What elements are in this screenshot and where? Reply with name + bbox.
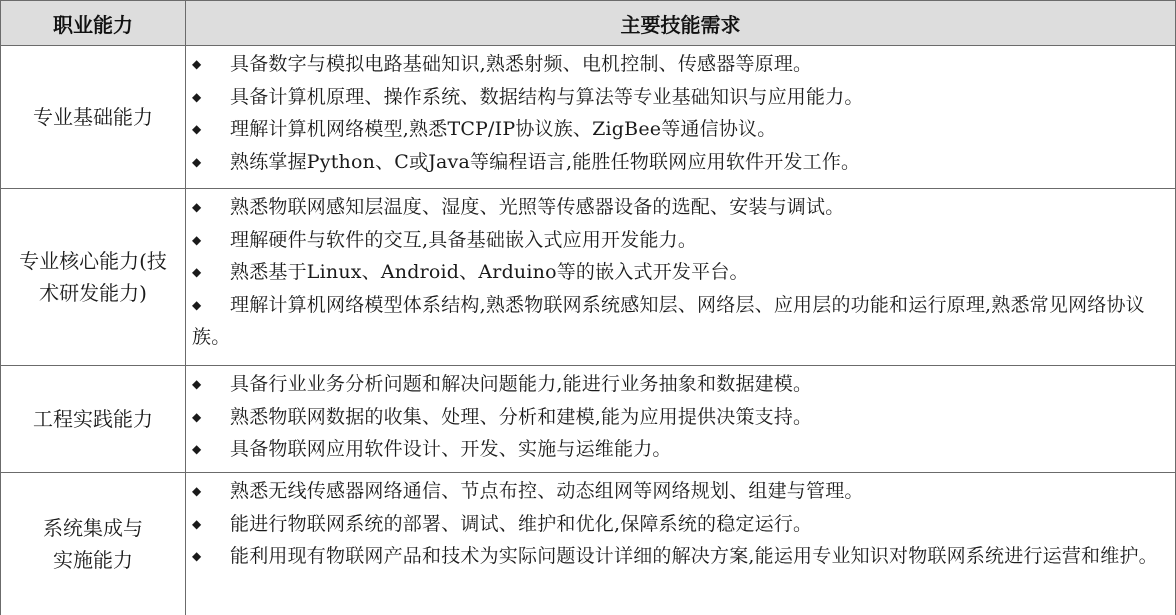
ability-label: 专业基础能力 [33, 105, 153, 129]
ability-cell [1, 366, 186, 472]
skill-item: ◆ 熟练掌握Python、C或Java等编程语言,能胜任物联网应用软件开发工作。 [192, 146, 1175, 179]
table-row [1, 366, 1175, 473]
skills-cell [186, 189, 1175, 365]
ability-label: 专业核心能力(技术研发能力) [19, 249, 167, 305]
table-row [1, 46, 1175, 189]
bullet-icon: ◆ [192, 297, 202, 312]
skill-item: ◆ 能利用现有物联网产品和技术为实际问题设计详细的解决方案,能运用专业知识对物联网系统进行运营和维护。 [192, 540, 1175, 573]
skills-cell [186, 473, 1175, 615]
table-header [1, 1, 1175, 46]
bullet-icon: ◆ [192, 57, 202, 71]
bullet-icon: ◆ [192, 89, 202, 104]
skill-item: ◆ 具备数字与模拟电路基础知识,熟悉射频、电机控制、传感器等原理。 [192, 48, 1175, 81]
table-row [1, 473, 1175, 615]
skill-item: ◆ 能进行物联网系统的部署、调试、维护和优化,保障系统的稳定运行。 [192, 508, 1175, 541]
bullet-icon: ◆ [192, 232, 202, 247]
skill-item: ◆ 熟悉无线传感器网络通信、节点布控、动态组网等网络规划、组建与管理。 [192, 475, 1175, 508]
bullet-icon: ◆ [192, 442, 202, 456]
ability-label: 工程实践能力 [33, 407, 153, 431]
skill-item: ◆ 具备行业业务分析问题和解决问题能力,能进行业务抽象和数据建模。 [192, 368, 1175, 401]
bullet-icon: ◆ [192, 154, 202, 169]
bullet-icon: ◆ [192, 484, 202, 498]
skills-cell [186, 46, 1175, 188]
ability-cell [1, 189, 186, 365]
bullet-icon: ◆ [192, 409, 202, 424]
bullet-icon: ◆ [192, 122, 202, 136]
skill-item: ◆ 理解硬件与软件的交互,具备基础嵌入式应用开发能力。 [192, 224, 1175, 257]
skill-item: ◆ 理解计算机网络模型,熟悉TCP/IP协议族、ZigBee等通信协议。 [192, 113, 1175, 146]
bullet-icon: ◆ [192, 200, 202, 214]
header-ability: 职业能力 [1, 1, 186, 45]
ability-cell [1, 46, 186, 188]
table-row [1, 189, 1175, 366]
skill-item: ◆ 熟悉物联网数据的收集、处理、分析和建模,能为应用提供决策支持。 [192, 401, 1175, 434]
ability-label: 系统集成与实施能力 [43, 516, 143, 572]
bullet-icon: ◆ [192, 265, 202, 279]
skill-item: ◆ 具备计算机原理、操作系统、数据结构与算法等专业基础知识与应用能力。 [192, 81, 1175, 114]
bullet-icon: ◆ [192, 377, 202, 391]
header-skills: 主要技能需求 [620, 12, 741, 37]
ability-cell [1, 473, 186, 615]
skill-item: ◆ 理解计算机网络模型体系结构,熟悉物联网系统感知层、网络层、应用层的功能和运行原理,熟悉常见网络协议族。 [192, 289, 1175, 354]
bullet-icon: ◆ [192, 549, 202, 563]
skills-cell [186, 366, 1175, 472]
skill-item: ◆ 熟悉物联网感知层温度、湿度、光照等传感器设备的选配、安装与调试。 [192, 191, 1175, 224]
skill-item: ◆ 熟悉基于Linux、Android、Arduino等的嵌入式开发平台。 [192, 256, 1175, 289]
bullet-icon: ◆ [192, 516, 202, 531]
skill-item: ◆ 具备物联网应用软件设计、开发、实施与运维能力。 [192, 433, 1175, 466]
